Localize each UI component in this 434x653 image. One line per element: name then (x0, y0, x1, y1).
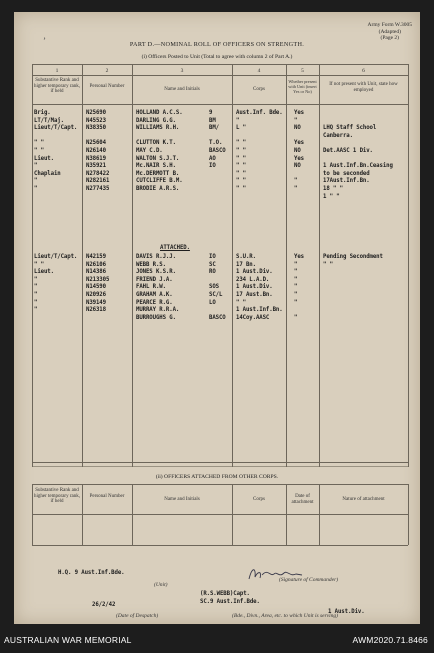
cell-name: Mc.NAIR S.H. (136, 163, 176, 170)
cell-personal-number: N25690 (86, 110, 106, 116)
cell-name: DARLING G.G. (136, 117, 176, 124)
cell-personal-number: N45523 (86, 117, 106, 124)
cell-appointment: BASCO (209, 148, 226, 154)
footer-unit-label: (Unit) (154, 582, 168, 588)
cell-corps: " " (236, 178, 246, 185)
cell-appointment: BASCO (209, 314, 226, 321)
cell-present: Yes (294, 155, 304, 162)
cell-name: Mc.DERMOTT B. (136, 170, 180, 177)
cell-rank: " (34, 299, 38, 306)
cell-rank: Chaplain (34, 170, 61, 177)
table-ii-bottom-rule (32, 545, 408, 546)
form-page (14, 12, 420, 624)
cell-appointment: SC/L (209, 292, 223, 298)
cell-corps: 14Coy.AASC (236, 314, 270, 321)
col-rule-5 (286, 64, 287, 467)
col-ii-rule-4 (232, 484, 233, 545)
cell-rank: " (34, 284, 38, 291)
header-not-present: If not present with Unit, state how employed (329, 82, 398, 93)
cell-employment: 1 " " (323, 193, 340, 200)
cell-corps: Aust.Inf. Bde. (236, 110, 283, 116)
cell-personal-number: N14590 (86, 284, 106, 291)
cell-rank: " " (34, 140, 44, 147)
form-header (368, 22, 412, 42)
footer-unit-typed: H.Q. 9 Aust.Inf.Bde. (58, 570, 125, 576)
section-ii-title: (ii) OFFICERS ATTACHED FROM OTHER CORPS. (155, 474, 279, 480)
cell-personal-number: N20926 (86, 292, 106, 298)
cell-name: CUTCLIFFE B.M. (136, 178, 183, 185)
cell-corps: " " (236, 140, 246, 147)
cell-corps: 17 Aust.Bn. (236, 292, 273, 298)
section-i-title: (i) Officers Posted to Unit (Total to agree with column 2 of Part A.) (141, 54, 293, 60)
cell-personal-number: N25604 (86, 140, 106, 147)
cell-corps: " " (236, 299, 246, 306)
cell-rank: " (34, 163, 38, 170)
cell-employment: to be seconded (323, 170, 370, 177)
cell-personal-number: N277435 (86, 186, 110, 192)
cell-rank: " " (34, 148, 44, 154)
col-ii-rule-7 (408, 484, 409, 545)
cell-name: JONES K.S.R. (136, 269, 176, 276)
table-bottom-rule-2 (32, 466, 408, 467)
cell-personal-number: N26106 (86, 261, 106, 268)
cell-name: WILLIAMS R.H. (136, 125, 180, 132)
cell-rank: " (34, 178, 38, 185)
cell-present: " (294, 284, 298, 291)
table-ii-top-rule (32, 484, 408, 485)
cell-personal-number: N213305 (86, 276, 110, 283)
cell-rank: Lieut/T/Capt. (34, 125, 78, 132)
cell-personal-number: N42159 (86, 254, 106, 260)
cell-present: NO (294, 163, 301, 170)
header-ii-name: Name and Initials (164, 497, 200, 502)
col-rule-6 (319, 64, 320, 467)
cell-name: FAHL R.W. (136, 284, 166, 291)
header-present: Whether present with Unit (insert Yes or No) (288, 79, 317, 94)
cell-corps: 1 Aust.Inf.Bn. (236, 307, 283, 314)
cell-present: " (294, 292, 298, 298)
cell-corps: " " (236, 155, 246, 162)
col-number-3: 3 (180, 68, 184, 74)
cell-personal-number: N26140 (86, 148, 106, 154)
cell-name: BRODIE A.R.S. (136, 186, 180, 192)
col-number-1: 1 (55, 68, 59, 74)
header-ii-nature: Nature of attachment (342, 497, 385, 502)
cell-corps: " " (236, 170, 246, 177)
footer-formation-typed: 1 Aust.Div. (328, 609, 365, 615)
form-adapted: (Adapted) (378, 28, 401, 35)
footer-date-typed: 26/2/42 (92, 602, 116, 608)
cell-personal-number: N26318 (86, 307, 106, 314)
cell-present: " (294, 269, 298, 276)
header-ii-date: Date of attachment (291, 494, 314, 505)
cell-corps: 17 Bn. (236, 261, 256, 268)
cell-corps: L " (236, 125, 246, 132)
table-ii-header-rule (32, 514, 408, 515)
col-ii-rule-3 (132, 484, 133, 545)
footer-commander-typed-2: SC.9 Aust.Inf.Bde. (200, 599, 260, 605)
header-ii-personal-number: Personal Number (89, 494, 125, 499)
cell-present: " (294, 314, 298, 321)
cell-personal-number: N38350 (86, 125, 106, 132)
header-ii-rank: Substantive Rank and higher temporary rank, if held (34, 488, 80, 505)
part-title: PART D.—NOMINAL ROLL OF OFFICERS ON STRENGTH. (129, 41, 305, 48)
footer-commander-typed: (R.S.WEBB)Capt. (200, 591, 250, 597)
cell-name: HOLLAND A.C.S. (136, 110, 183, 116)
cell-appointment: BM/ (209, 125, 219, 132)
footer-date-label: (Date of Despatch) (116, 613, 159, 619)
header-corps: Corps (253, 87, 265, 92)
cell-employment: Canberra. (323, 132, 353, 139)
cell-rank: " (34, 186, 38, 192)
cell-appointment: IO (209, 163, 216, 170)
cell-employment: Det.AASC 1 Div. (323, 148, 373, 154)
cell-name: WALTON S.J.T. (136, 155, 180, 162)
cell-name: BURROUGHS G. (136, 314, 176, 321)
cell-appointment: IO (209, 254, 216, 260)
cell-employment: 1 Aust.Inf.Bn.Ceasing (323, 163, 393, 170)
cell-present: Yes (294, 140, 304, 147)
cell-corps: " " (236, 163, 246, 170)
cell-present: Yes (294, 254, 304, 260)
col-number-6: 6 (362, 68, 365, 74)
cell-present: Yes (294, 110, 304, 116)
cell-appointment: RO (209, 269, 216, 276)
cell-employment: LHQ Staff School (323, 125, 377, 132)
attached-heading: ATTACHED. (160, 245, 190, 251)
cell-present: " (294, 299, 298, 306)
form-number: Army Form W.3005 (367, 22, 412, 28)
cell-appointment: SOS (209, 284, 219, 291)
cell-present: " (294, 117, 298, 124)
cell-name: FRIEND J.A. (136, 276, 173, 283)
cell-corps: 1 Aust.Div. (236, 284, 273, 291)
cell-rank: Lieut. (34, 155, 54, 162)
cell-corps: 1 Aust.Div. (236, 269, 273, 276)
col-number-rule (32, 75, 408, 76)
cell-present: " (294, 178, 298, 185)
cell-name: GRAHAM A.K. (136, 292, 173, 298)
cell-employment: Pending Secondment (323, 254, 383, 260)
cell-rank: Lieut/T/Capt. (34, 254, 78, 260)
cell-corps: S.U.R. (236, 254, 256, 260)
cell-name: MAY C.D. (136, 148, 163, 154)
cell-appointment: SC (209, 261, 216, 268)
cell-present: " (294, 276, 298, 283)
col-number-4: 4 (257, 68, 261, 74)
cell-corps: " " (236, 186, 246, 192)
header-ii-corps: Corps (253, 497, 265, 502)
cell-appointment: BM (209, 117, 216, 124)
archive-reference: AWM2020.71.8466 (352, 635, 428, 645)
col-rule-1 (32, 64, 33, 467)
cell-name: PEARCE R.G. (136, 299, 173, 306)
cell-corps: 234 L.A.D. (236, 276, 270, 283)
cell-appointment: AO (209, 155, 216, 162)
form-page-number: (Page 2) (380, 35, 399, 41)
footer-signature-label: (Signature of Commander) (279, 577, 339, 583)
table-top-rule (32, 64, 408, 65)
cell-rank: Lieut. (34, 269, 54, 276)
cell-present: " (294, 186, 298, 192)
cell-name: WEBB R.S. (136, 261, 166, 268)
cell-present: " (294, 261, 298, 268)
cell-rank: LT/T/Maj. (34, 117, 64, 124)
cell-personal-number: N35921 (86, 163, 106, 170)
cell-personal-number: N14386 (86, 269, 106, 276)
cell-appointment: T.O. (209, 140, 223, 147)
cell-corps: " (236, 117, 240, 124)
cell-present: NO (294, 148, 301, 154)
header-bottom-rule (32, 104, 408, 105)
col-rule-2 (82, 64, 83, 467)
cell-rank: " (34, 307, 38, 314)
archive-caption: AUSTRALIAN WAR MEMORIAL (4, 635, 132, 645)
col-rule-7 (408, 64, 409, 467)
cell-personal-number: N278422 (86, 170, 110, 177)
cell-appointment: LO (209, 299, 216, 306)
col-rule-3 (132, 64, 133, 467)
col-ii-rule-6 (319, 484, 320, 545)
cell-employment: 17Aust.Inf.Bn. (323, 178, 370, 185)
header-personal-number: Personal Number (89, 84, 125, 89)
cell-rank: " " (34, 261, 44, 268)
cell-rank: " (34, 292, 38, 298)
cell-appointment: 9 (209, 110, 213, 116)
cell-employment: 18 " " (323, 186, 343, 192)
col-number-2: 2 (105, 68, 109, 74)
col-rule-4 (232, 64, 233, 467)
cell-name: MURRAY R.R.A. (136, 307, 180, 314)
cell-personal-number: N282161 (86, 178, 110, 185)
table-bottom-rule (32, 462, 408, 463)
cell-name: DAVIS R.J.J. (136, 254, 176, 260)
cell-employment: " " (323, 261, 333, 268)
cell-personal-number: N38619 (86, 155, 106, 162)
header-rank: Substantive Rank and higher temporary rank, if held (34, 78, 80, 95)
cell-present: NO (294, 125, 301, 132)
cell-corps: " " (236, 148, 246, 154)
cell-personal-number: N39149 (86, 299, 106, 306)
cell-name: CLUTTON K.T. (136, 140, 176, 147)
ink-mark: ʼ (43, 36, 46, 46)
col-number-5: 5 (301, 68, 304, 74)
cell-rank: Brig. (34, 110, 51, 116)
cell-rank: " (34, 276, 38, 283)
header-name: Name and Initials (164, 87, 200, 92)
footer-formation-label: (Bde., Divn., Area, etc. to which Unit is serving) (232, 613, 339, 619)
